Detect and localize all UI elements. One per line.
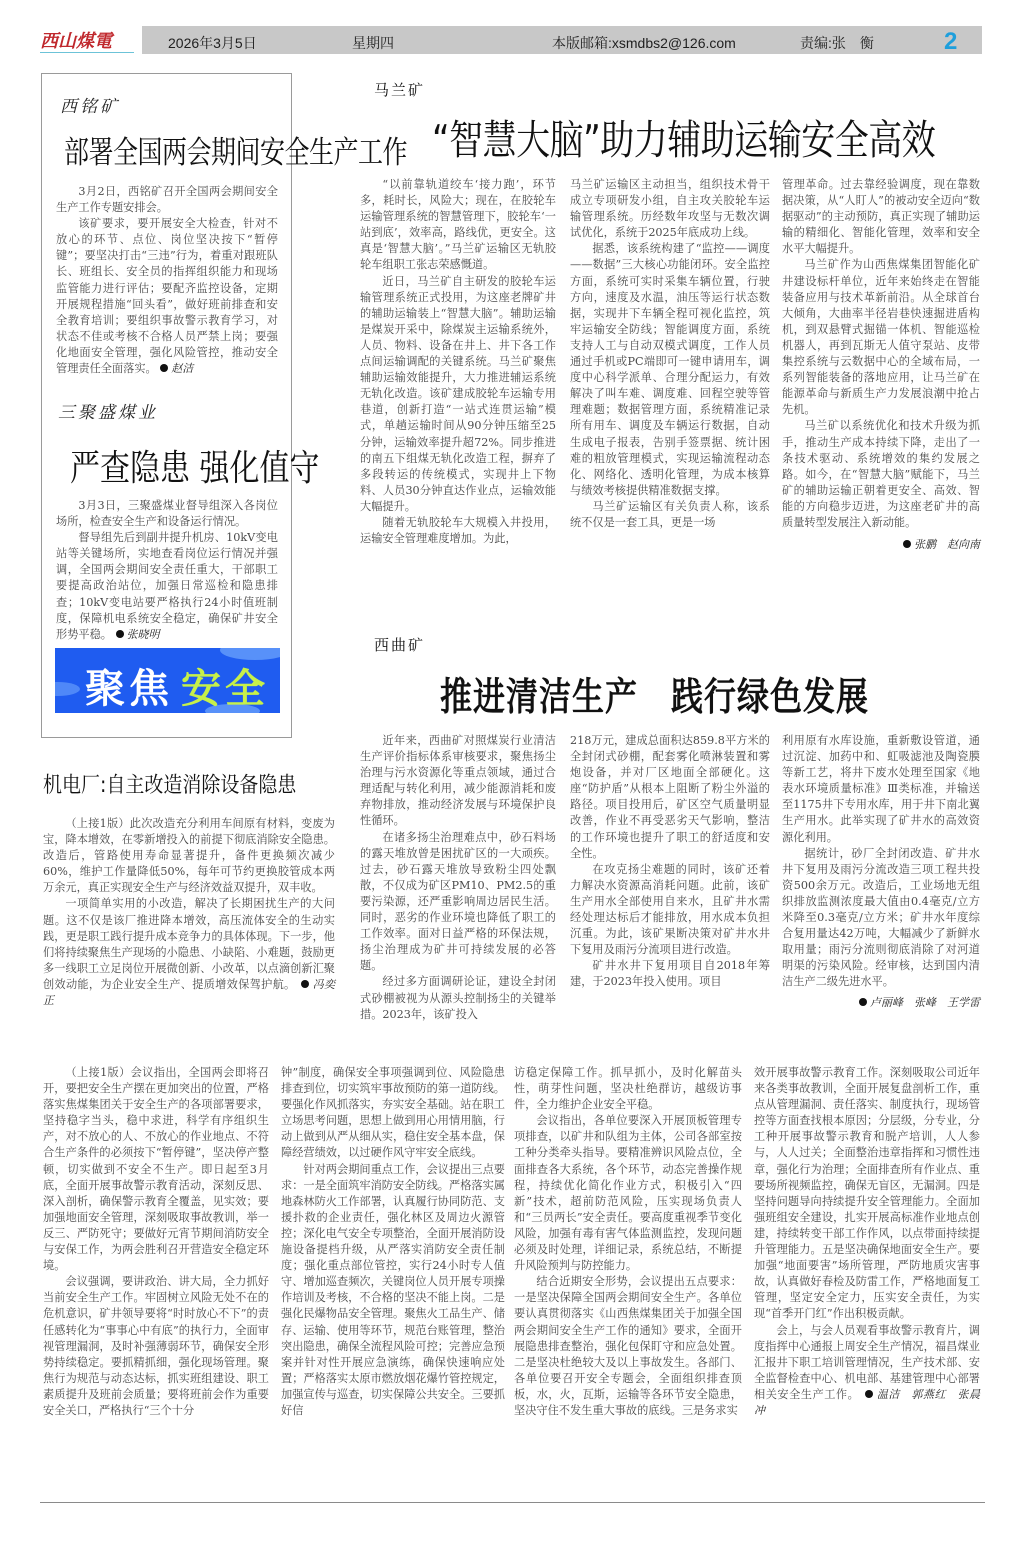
byline: 温洁 郭燕红 张晨冲: [754, 1387, 980, 1417]
article5-headline: 推进清洁生产 践行绿色发展: [440, 674, 870, 720]
article1-kicker: 西铭矿: [60, 97, 120, 117]
article3-headline: 机电厂:自主改造消除设备隐患: [43, 772, 297, 798]
paragraph: 据统计，砂厂全封闭改造、矿井水井下复用及雨污分流改造三项工程共投资500余万元。改造后，工业场地无组织排放监测浓度最大值由0.4毫克/立方米降至0.3毫克/立方米；矿井水年度综合复用量达42万吨，大幅减少了新鲜水取用量；雨污分流则彻底消除了对河道明渠的污染风险。经审核，达到国内清洁生产二级先进水平。: [782, 846, 980, 989]
paragraph: “以前靠轨道绞车‘接力跑’，环节多，耗时长，风险大；现在，在胶轮车运输管理系统的智慧管理下，胶轮车‘一站到底’，效率高，路线优，更安全。这真是‘智慧大脑’。”马兰矿运输区无轨胶轮车组职工张志荣感慨道。: [360, 178, 556, 272]
paragraph: 经过多方面调研论证，建设全封闭式砂棚被视为从源头控制扬尘的关键举措。2023年，该矿投入: [360, 975, 556, 1021]
article4-column-3: [782, 177, 980, 553]
article6-column-2: [281, 1065, 505, 1419]
paragraph: 督导组先后到副井提升机房、10kV变电站等关键场所，实地查看岗位运行情况并强调，全国两会期间安全责任重大，干部职工要提高政治站位，加强日常巡检和隐患排查；10kV变电站要严格执行24小时值班制度，保障机电系统安全稳定，确保矿井安全形势平稳。 张晓明: [56, 531, 278, 641]
page-number: 2: [944, 28, 958, 55]
issue-date: 2026年3月5日: [168, 35, 257, 51]
focus-safety-banner: [55, 648, 280, 713]
article5-column-1: [360, 733, 556, 1023]
paragraph: 在诸多扬尘治理难点中，砂石料场的露天堆放曾是困扰矿区的一大顽疾。过去，砂石露天堆放导致粉尘四处飘散，不仅成为矿区PM10、PM2.5的重要污染源，还严重影响周边居民生活。同时，恶劣的作业环境也降低了职工的工作效率。面对日益严格的环保法规，扬尘治理成为矿井可持续发展的必答题。: [360, 830, 556, 973]
bullet-icon: [160, 364, 168, 372]
paragraph: 在攻克扬尘难题的同时，该矿还着力解决水资源高消耗问题。此前，该矿生产用水全部使用自来水，且矿井水需经处理达标后才能排放，用水成本负担沉重。为此，该矿果断决策对矿井水井下复用及雨污分流项目进行改造。: [570, 862, 770, 957]
article1-headline: 部署全国两会期间安全生产工作: [64, 134, 408, 171]
banner-text-white: 聚焦: [85, 666, 173, 712]
article4-kicker: 马兰矿: [374, 82, 426, 99]
paragraph: 一项简单实用的小改造，解决了长期困扰生产的大问题。这不仅是该厂推进降本增效，高压流体安全的生动实践，更是职工践行提升成本竞争力的具体体现。下一步，他们将持续聚焦生产现场的小隐患、小缺陷、小难题，鼓励更多一线职工立足岗位开展微创新、小改革，以点滴创新汇聚创效动能，为企业安全生产、提质增效保驾护航。 冯奕正: [43, 897, 335, 1008]
article4-headline: “智慧大脑”助力辅助运输安全高效: [432, 116, 936, 165]
paragraph: 结合近期安全形势，会议提出五点要求：一是坚决保障全国两会期间安全生产。各单位要认真贯彻落实《山西焦煤集团关于加强全国两会期间安全生产工作的通知》要求，全面开展隐患排查整治，强化包保盯守和应急处置。二是坚决杜绝较大及以上事故发生。各部门、各单位要召开安全专题会，全面组织排查顶板，水，火，瓦斯，运输等各环节安全隐患，坚决守住不发生重大事故的底线。三是务求实: [514, 1275, 742, 1417]
paragraph: 访稳定保障工作。抓早抓小，及时化解苗头性，萌芽性问题，坚决杜绝群访，越级访事件，全力维护企业安全平稳。: [514, 1066, 742, 1112]
article3-body: [43, 816, 335, 1009]
logo-underline: [40, 52, 134, 53]
paragraph: （上接1版）此次改造充分利用车间原有材料，变废为宝，降本增效，在零新增投入的前提下彻底消除安全隐患。改造后，管路使用寿命显著提升，备件更换频次减少60%，维护工作量降低50%，每年可节约更换胶管成本两万余元，真正实现安全生产与经济效益双提升，双丰收。: [43, 817, 335, 895]
contact-email: 本版邮箱:xsmdbs2@126.com: [552, 35, 736, 51]
paragraph: （上接1版）会议指出，全国两会即将召开，要把安全生产摆在更加突出的位置，严格落实焦煤集团关于安全生产的各项部署要求，坚持稳字当头，稳中求进，科学有序组织生产，对不放心的人、不放心的作业地点、不符合生产条件的必须按下“暂停键”，坚决停产整顿，切实做到不安全不生产。即日起至3月底，全面开展事故警示教育活动，深刻反思、深入剖析，确保警示教育全覆盖，见实效；要加强地面安全管理，深刻吸取事故教训，举一反三、严防死守；要做好元宵节期间消防安全与安保工作，为两会胜利召开营造安全稳定环境。: [43, 1066, 269, 1273]
article6-column-1: [43, 1065, 269, 1419]
byline: 张晓明: [126, 627, 160, 641]
article4-byline: 张鹏 赵向南: [782, 537, 980, 553]
paragraph: 矿井水井下复用项目自2018年筹建，于2023年投入使用。项目: [570, 959, 770, 989]
article5-byline: 卢丽峰 张峰 王学雷: [782, 995, 980, 1011]
paragraph: 利用原有水库设施，重新敷设管道，通过沉淀、加药中和、虹吸滤池及陶瓷膜等新工艺，将井下废水处理至国家《地表水环境质量标准》Ⅲ类标准，并输送至1175井下专用水库，用于井下南北翼生产用水。此举实现了矿井水的高效资源化利用。: [782, 734, 980, 844]
article6-column-4: [754, 1065, 980, 1419]
article2-headline: 严查隐患 强化值守: [70, 447, 320, 490]
paragraph: 3月3日，三聚盛煤业督导组深入各岗位场所，检查安全生产和设备运行情况。: [56, 499, 278, 529]
banner-text-green: 安全: [181, 666, 269, 712]
paragraph: 据悉，该系统构建了“监控——调度——数据”三大核心功能闭环。安全监控方面，系统可实时采集车辆位置，行驶方向，速度及水温，油压等运行状态数据，实现井下车辆全程可视化监控，筑牢运输安全防线；智能调度方面，系统支持人工与自动双模式调度，工作人员通过手机或PC端即可一键申请用车，调度中心科学派单、合理分配运力，有效解决了叫车难、调度难、回程空驶等管理难题；数据管理方面，系统精准记录所有用车、调度及车辆运行数据，自动生成电子报表，告别手签票据、统计困难的粗放管理模式，实现运输流程动态化、网络化、透明化管理，为成本核算与绩效考核提供精准数据支撑。: [570, 242, 770, 497]
banner-decoration: [55, 682, 80, 696]
article4-column-2: [570, 177, 770, 531]
bullet-icon: [859, 998, 867, 1006]
paragraph: 效开展事故警示教育工作。深刻吸取公司近年来各类事故教训，全面开展复盘剖析工作，重点从管理漏洞、责任落实、制度执行，现场管控等方面查找根本原因；分层级，分专业，分工种开展事故警示教育和脱产培训，人人参与，人人过关；全面整治违章指挥和习惯性违章，强化行为治理；全面排查所有作业点、重要场所视频监控，确保无盲区，无漏洞。四是坚持问题导向持续提升安全管理能力。全面加强班组安全建设，扎实开展高标准作业地点创建，持续转变干部工作作风，以点带面持续提升管理能力。五是坚决确保地面安全生产。要加强“地面要害”场所管理，严防地质灾害事故，认真做好春检及防雷工作，严格地面复工管理，坚定安全定力，压实安全责任，为实现“首季开门红”作出积极贡献。: [754, 1066, 980, 1321]
paragraph: 马兰矿运输区有关负责人称，该系统不仅是一套工具，更是一场: [570, 499, 770, 529]
paragraph: 218万元，建成总面积达859.8平方米的全封闭式砂棚，配套雾化喷淋装置和雾炮设备，并对厂区地面全部硬化。这座“防护盾”从根本上阻断了粉尘外溢的路径。项目投用后，矿区空气质量明显改善，作业不再受恶劣天气影响，整洁的工作环境也提升了职工的舒适度和安全性。: [570, 734, 770, 860]
paragraph: 针对两会期间重点工作，会议提出三点要求：一是全面筑牢消防安全防线。严格落实属地森林防火工作部署，认真履行协同防范、支援扑救的企业责任，强化林区及周边火源管控；深化电气安全专项整治，全面开展消防设施设备提档升级，从严落实消防安全责任制度；强化重点部位管控，实行24小时专人值守、增加巡查频次，关键岗位人员开展专项操作培训及考核，不合格的坚决不能上岗。二是强化民爆物品安全管理。聚焦火工品生产、储存、运输、使用等环节，规范台账管理，整治突出隐患，确保全流程风险可控；完善应急预案并针对性开展应急演练，确保快速响应处置；严格落实太原市燃放烟花爆竹管控规定，加强宣传与巡查，切实保障公共安全。三要抓好信: [281, 1162, 505, 1417]
issue-weekday: 星期四: [352, 35, 394, 51]
bullet-icon: [903, 540, 911, 548]
paragraph: 马兰矿运输区主动担当，组织技术骨干成立专项研发小组，自主攻关胶轮车运输管理系统。历经数年攻坚与无数次调试优化，系统于2025年底成功上线。: [570, 178, 770, 240]
paragraph: 近日，马兰矿自主研发的胶轮车运输管理系统正式投用，为这座老牌矿井的辅助运输装上“智慧大脑”。辅助运输是煤炭开采中，除煤炭主运输系统外，人员、物料、设备在井上、井下各工作点间运输调配的关键系统。马兰矿聚焦辅助运输效能提升，大力推进辅运系统无轨化改造。该矿建成胶轮车运输专用巷道，创新打造“一站式连贯运输”模式，单趟运输时间从90分钟压缩至25分钟，运输效率提升超72%。同步推进的南五下组煤无轨化改造工程，摒弃了多段转运的传统模式，实现井上下物料、人员30分钟直达作业点，运输效能大幅提升。: [360, 274, 556, 513]
byline: 冯奕正: [43, 977, 335, 1008]
article5-column-3: [782, 733, 980, 1011]
bottom-rule: [40, 1502, 985, 1503]
paragraph: 马兰矿以系统优化和技术升级为抓手，推动生产成本持续下降，走出了一条技术驱动、系统增效的集约发展之路。如今，在“智慧大脑”赋能下，马兰矿的辅助运输正朝着更安全、高效、智能的方向稳步迈进，为这座老矿井的高质量转型发展注入新动能。: [782, 419, 980, 529]
newspaper-logo: 西山煤電: [40, 31, 112, 52]
bullet-icon: [301, 980, 309, 988]
paragraph: 该矿要求，要开展安全大检查，针对不放心的环节、点位、岗位坚决按下“暂停键”；要坚决打击“三违”行为，着重对跟班队长、班组长、安全员的指挥组织能力和现场监管能力进行评估；要配齐监控设备，定期开展规程措施“回头看”，做好班前排查和安全教育培训；要组织事故警示教育学习，对状态不佳或考核不合格人员严禁上岗；要强化地面安全管理，强化风险管控，推动安全管理责任全面落实。 赵洁: [56, 217, 278, 376]
byline: 赵洁: [171, 362, 194, 376]
article5-kicker: 西曲矿: [374, 637, 426, 654]
article2-kicker: 三聚盛煤业: [58, 403, 158, 423]
paragraph: 近年来，西曲矿对照煤炭行业清洁生产评价指标体系审核要求，聚焦扬尘治理与污水资源化等重点领域，通过合理适配与转化利用，减少能源消耗和废弃物排放，推动经济发展与环境保护良性循环。: [360, 734, 556, 828]
paragraph: 会上，与会人员观看事故警示教育片，调度指挥中心通报上周安全生产情况，福昌煤业汇报井下职工培训管理情况，生产技术部、安全监督检查中心、机电部、基建管理中心部署相关安全生产工作。 温洁 郭燕红 张晨冲: [754, 1323, 980, 1417]
bullet-icon: [116, 630, 124, 638]
bullet-icon: [865, 1390, 873, 1398]
paragraph: 管理革命。过去靠经验调度，现在靠数据决策，从“人盯人”的被动安全迈向“数据驱动”的主动预防，真正实现了辅助运输的精细化、智能化管理，效率和安全水平大幅提升。: [782, 178, 980, 256]
editor-name: 责编:张 衡: [800, 35, 874, 51]
paragraph: 会议指出，各单位要深入开展顶板管理专项排查，以矿井和队组为主体，公司各部室按工种分类牵头指导。要精准辨识风险点位，全面排查各大系统，各个环节，动态完善操作规程，持续优化简化作业方式，积极引入“四新”技术，超前防范风险，压实现场负责人和“三员两长”安全责任。要高度重视季节变化风险，加强有毒有害气体监测监控，发现问题必须及时处理，详细记录，系统总结，不断提升风险预判与防控能力。: [514, 1114, 742, 1273]
article2-body: [56, 498, 278, 643]
paragraph: 会议强调，要讲政治、讲大局，全力抓好当前安全生产工作。牢固树立风险无处不在的危机意识，矿井领导要将“时时放心不下”的责任感转化为“事事心中有底”的执行力，全面审视管理漏洞，及时补强薄弱环节，确保安全形势持续稳定。要抓精抓细，强化现场管理。聚焦行为规范与动态达标，抓实班组建设、职工素质提升及班前会质量；要将班前会作为重要安全关口，严格执行“三个十分: [43, 1275, 269, 1417]
article1-body: [56, 184, 278, 377]
paragraph: 马兰矿作为山西焦煤集团智能化矿井建设标杆单位，近年来始终走在智能装备应用与技术革新前沿。从全球首台大倾角，大曲率半径岩巷快速掘进盾构机，到双悬臂式掘锚一体机、智能巡检机器人，再到瓦斯无人值守泵站、皮带集控系统与云数据中心的全域布局，一系列智能装备的落地应用，让马兰矿在能源革命与新质生产力发展浪潮中抢占先机。: [782, 258, 980, 417]
article6-column-3: [514, 1065, 742, 1419]
paragraph: 3月2日，西铭矿召开全国两会期间安全生产工作专题安排会。: [56, 185, 278, 215]
paragraph: 钟”制度，确保安全事项强调到位、风险隐患排查到位，切实筑牢事故预防的第一道防线。要强化作风抓落实，夯实安全基础。站在职工立场思考问题，思想上做到用心用情用脑，行动上做到从严从细从实，稳住安全基本盘，保障经营绩效，以过硬作风守牢安全底线。: [281, 1066, 505, 1160]
article4-column-1: [360, 177, 556, 547]
article5-column-2: [570, 733, 770, 991]
paragraph: 随着无轨胶轮车大规模入井投用，运输安全管理难度增加。为此，: [360, 515, 556, 546]
